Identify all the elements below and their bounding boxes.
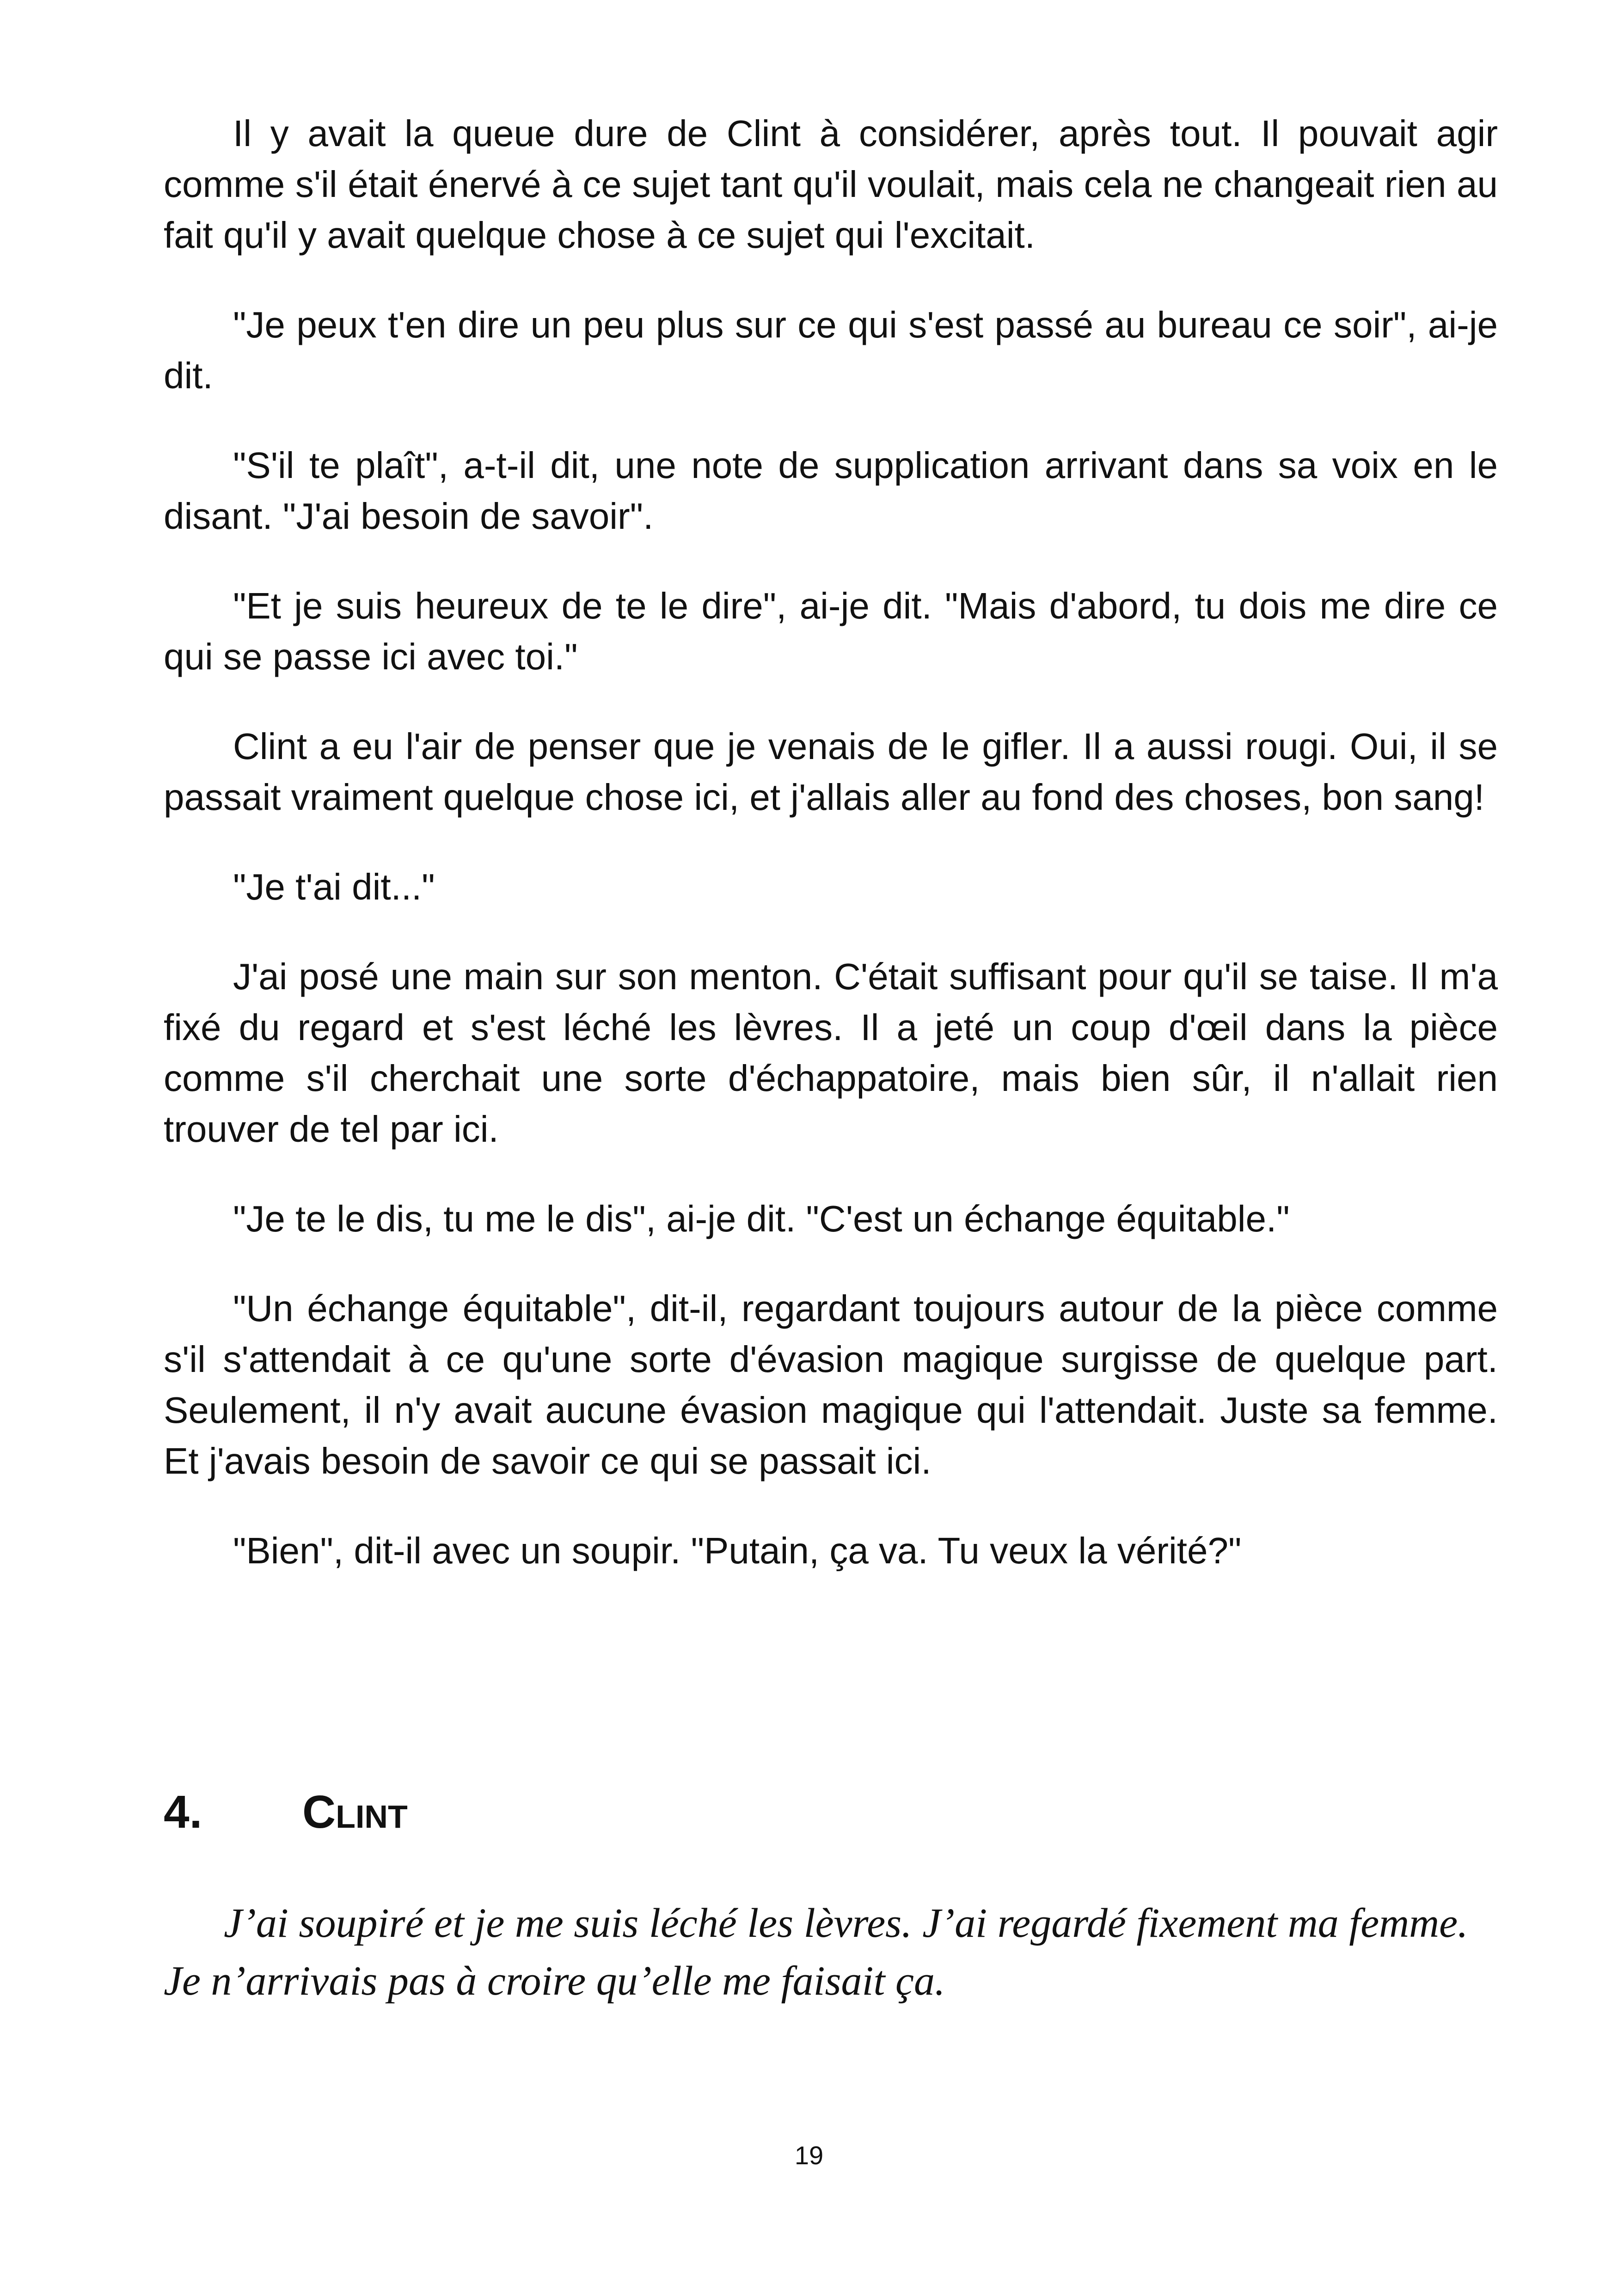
paragraph: "S'il te plaît", a-t-il dit, une note de supplication arrivant dans sa voix en le disant. "J'ai besoin de savoir". [164,445,1498,537]
paragraph: Il y avait la queue dure de Clint à considérer, après tout. Il pouvait agir comme s'il était énervé à ce sujet tant qu'il voulait, mais cela ne changeait rien au fait qu'il y avait quelque chose à ce sujet qui l'excitait. [164,113,1498,256]
body-text [164,108,1498,1576]
paragraph: "Je te le dis, tu me le dis", ai-je dit. "C'est un échange équitable." [233,1198,1290,1239]
intro-paragraph: J’ai soupiré et je me suis léché les lèvres. J’ai regardé fixement ma femme. Je n’arrivais pas à croire qu’elle me faisait ça. [164,1900,1468,2004]
paragraph: "Je t'ai dit..." [233,866,435,907]
page-number: 19 [794,2141,824,2170]
paragraph: "Un échange équitable", dit-il, regardant toujours autour de la pièce comme s'il s'attendait à ce qu'une sorte d'évasion magique surgisse de quelque part. Seulement, il n'y avait aucune évasion magique qui l'attendait. Juste sa femme. Et j'avais besoin de savoir ce qui se passait ici. [164,1288,1498,1482]
chapter-intro [164,1894,1498,2010]
paragraph: "Bien", dit-il avec un soupir. "Putain, ça va. Tu veux la vérité?" [233,1530,1242,1571]
chapter-number: 4. [164,1786,202,1838]
paragraph: Clint a eu l'air de penser que je venais de le gifler. Il a aussi rougi. Oui, il se passait vraiment quelque chose ici, et j'allais aller au fond des choses, bon sang! [164,726,1498,818]
chapter-heading [164,1782,1498,1842]
paragraph: J'ai posé une main sur son menton. C'était suffisant pour qu'il se taise. Il m'a fixé du regard et s'est léché les lèvres. Il a jeté un coup d'œil dans la pièce comme s'il cherchait une sorte d'échappatoire, mais bien sûr, il n'allait rien trouver de tel par ici. [164,956,1498,1150]
chapter-title: Clint [302,1786,408,1838]
paragraph: "Et je suis heureux de te le dire", ai-je dit. "Mais d'abord, tu dois me dire ce qui se passe ici avec toi." [164,585,1498,677]
paragraph: "Je peux t'en dire un peu plus sur ce qui s'est passé au bureau ce soir", ai-je dit. [164,304,1498,396]
